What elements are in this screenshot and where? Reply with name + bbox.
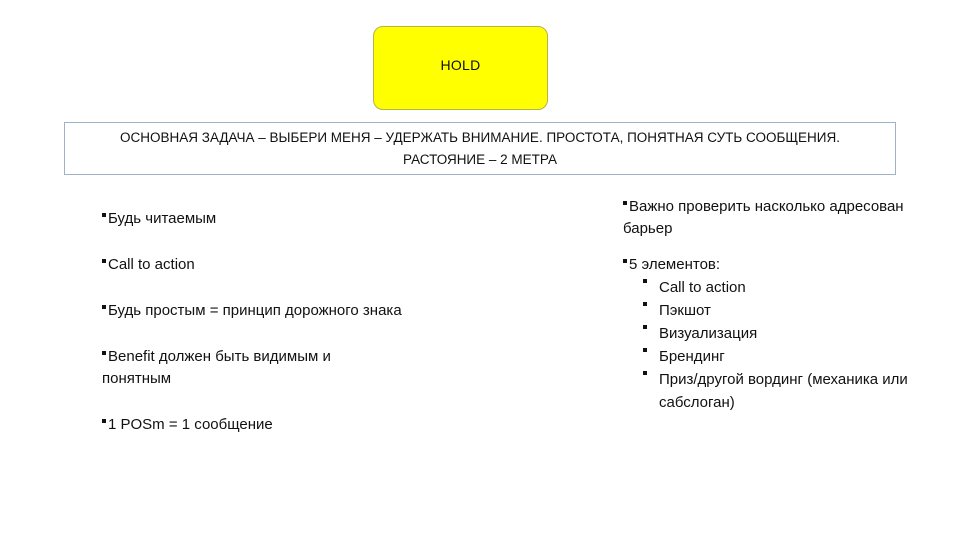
square-bullet-icon bbox=[623, 201, 627, 205]
list-item-text: 5 элементов: bbox=[629, 256, 721, 273]
sublist-item bbox=[643, 345, 923, 368]
sublist-item-text: Брендинг bbox=[659, 348, 725, 365]
square-bullet-icon bbox=[623, 259, 627, 263]
sublist-item-text: Пэкшот bbox=[659, 302, 711, 319]
square-bullet-icon bbox=[643, 279, 647, 283]
sublist-item-text: Call to action bbox=[659, 279, 746, 296]
square-bullet-icon bbox=[643, 371, 647, 375]
list-item-text: Важно проверить насколько адресован барьер bbox=[623, 198, 904, 237]
sublist-item bbox=[643, 299, 923, 322]
left-bullet-list bbox=[102, 208, 402, 460]
main-task-text: ОСНОВНАЯ ЗАДАЧА – ВЫБЕРИ МЕНЯ – УДЕРЖАТЬ ВНИМАНИЕ. ПРОСТОТА, ПОНЯТНАЯ СУТЬ СООБЩЕНИЯ. РАСТОЯНИЕ – 2 МЕТРА bbox=[120, 129, 840, 167]
elements-sublist bbox=[623, 276, 923, 414]
square-bullet-icon bbox=[102, 351, 106, 355]
sublist-item bbox=[643, 368, 923, 414]
square-bullet-icon bbox=[643, 302, 647, 306]
list-item-text: Будь простым = принцип дорожного знака bbox=[108, 302, 402, 319]
square-bullet-icon bbox=[643, 348, 647, 352]
list-item bbox=[102, 254, 402, 276]
square-bullet-icon bbox=[102, 213, 106, 217]
hold-label: HOLD bbox=[440, 57, 481, 73]
main-task-box bbox=[64, 122, 896, 175]
sublist-item bbox=[643, 322, 923, 345]
list-item bbox=[102, 346, 402, 390]
sublist-item bbox=[643, 276, 923, 299]
square-bullet-icon bbox=[102, 305, 106, 309]
list-item bbox=[102, 300, 402, 322]
square-bullet-icon bbox=[643, 325, 647, 329]
right-bullet-list bbox=[623, 196, 923, 414]
square-bullet-icon bbox=[102, 419, 106, 423]
list-item-text: 1 POSm = 1 сообщение bbox=[108, 416, 273, 433]
list-item-text: Benefit должен быть видимым и понятным bbox=[102, 348, 331, 387]
list-item bbox=[623, 196, 923, 240]
list-item bbox=[623, 254, 923, 276]
list-item bbox=[102, 208, 402, 230]
list-item-text: Будь читаемым bbox=[108, 210, 217, 227]
square-bullet-icon bbox=[102, 259, 106, 263]
list-item bbox=[102, 414, 402, 436]
hold-box bbox=[373, 26, 548, 110]
sublist-item-text: Приз/другой вординг (механика или сабслоган) bbox=[659, 371, 908, 411]
list-item-text: Call to action bbox=[108, 256, 195, 273]
sublist-item-text: Визуализация bbox=[659, 325, 758, 342]
